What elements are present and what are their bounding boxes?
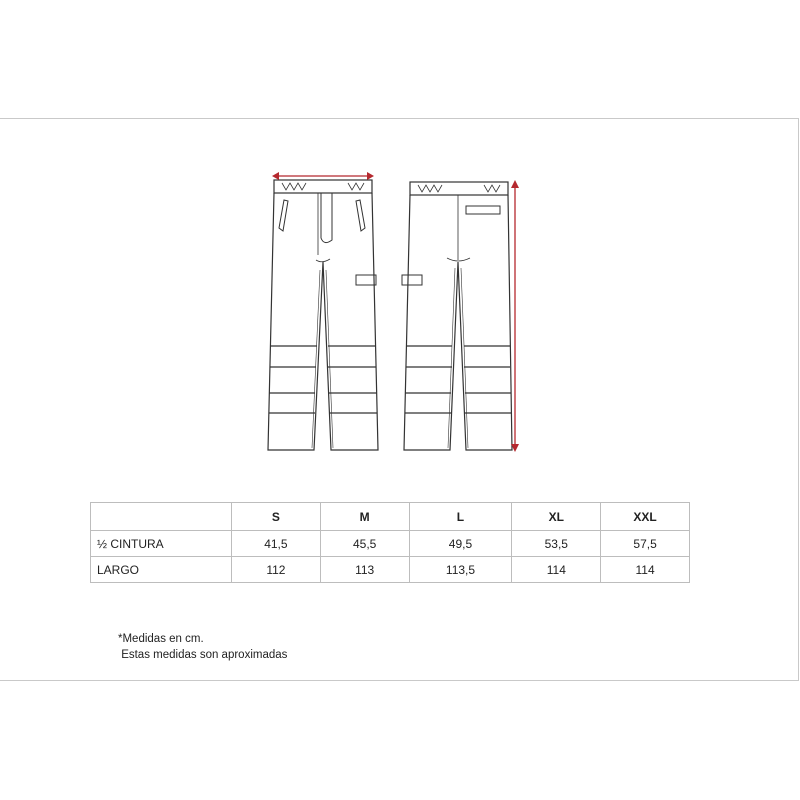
table-row xyxy=(91,531,690,557)
table-header-cell: XL xyxy=(512,503,601,531)
table-row xyxy=(91,557,690,583)
table-cell: 57,5 xyxy=(601,531,690,557)
row-label: ½ CINTURA xyxy=(91,531,232,557)
table-cell: 113,5 xyxy=(409,557,512,583)
table-header-cell: XXL xyxy=(601,503,690,531)
table-cell: 112 xyxy=(232,557,321,583)
measurement-notes xyxy=(118,631,287,663)
table-cell: 45,5 xyxy=(320,531,409,557)
table-header-cell: S xyxy=(232,503,321,531)
table-cell: 113 xyxy=(320,557,409,583)
table-cell: 53,5 xyxy=(512,531,601,557)
trousers-back-view xyxy=(402,182,512,450)
row-label: LARGO xyxy=(91,557,232,583)
note-units: *Medidas en cm. xyxy=(118,633,204,645)
table-cell: 49,5 xyxy=(409,531,512,557)
trousers-front-view xyxy=(268,180,378,450)
size-table xyxy=(90,502,690,583)
length-measure-arrow xyxy=(511,180,519,452)
table-cell: 41,5 xyxy=(232,531,321,557)
table-cell: 114 xyxy=(512,557,601,583)
table-header-row xyxy=(91,503,690,531)
table-header-cell: M xyxy=(320,503,409,531)
waist-measure-arrow xyxy=(272,172,374,180)
table-header-cell: L xyxy=(409,503,512,531)
note-approximate: Estas medidas son aproximadas xyxy=(118,649,288,661)
table-cell: 114 xyxy=(601,557,690,583)
table-header-cell xyxy=(91,503,232,531)
